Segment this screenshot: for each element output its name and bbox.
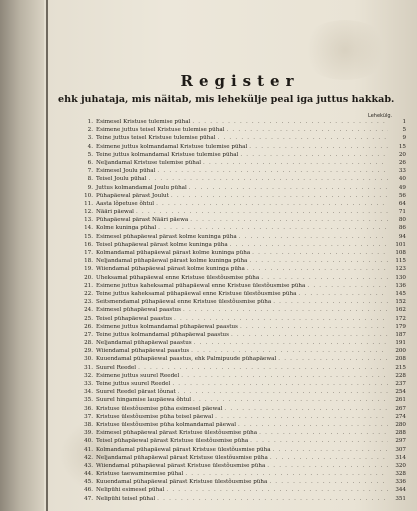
register-entry bbox=[80, 478, 416, 486]
leader-dots bbox=[166, 486, 388, 494]
leader-dots bbox=[267, 462, 388, 470]
entry-number: 28. bbox=[84, 340, 93, 347]
entry-title: Kristuse ülestõusmise püha teisel päewal bbox=[96, 413, 214, 420]
entry-title: Suurel hingamise laupäewa õhtul bbox=[96, 397, 192, 404]
entry-title: Esimesel pühapäewal pärast kolme kuninga püha bbox=[96, 233, 237, 240]
leader-dots bbox=[238, 421, 388, 429]
register-entry bbox=[80, 134, 416, 142]
register-entry bbox=[80, 282, 416, 290]
entry-title: Esimesel pühapäewal paastus bbox=[96, 307, 181, 314]
register-entry bbox=[80, 159, 416, 167]
entry-page-number: 261 bbox=[395, 397, 406, 404]
register-entry bbox=[80, 380, 416, 388]
leader-dots bbox=[157, 167, 388, 175]
entry-page-number: 274 bbox=[395, 413, 406, 420]
entry-title: Neljandamal pühapäewal pärast Kristuse ülestõusmise püha bbox=[96, 454, 268, 461]
entry-title: Nelipühi teisel pühal bbox=[96, 495, 156, 502]
leader-dots bbox=[192, 118, 388, 126]
register-entry bbox=[80, 470, 416, 478]
entry-number: 47. bbox=[84, 495, 93, 502]
entry-number: 2. bbox=[87, 127, 93, 134]
entry-title: Kristuse taewaminemise pühal bbox=[96, 471, 184, 478]
entry-title: Teine juttus suurel Reedel bbox=[96, 381, 171, 387]
gutter-divider bbox=[46, 0, 48, 511]
entry-title: Wiiendamal pühapäewal pärast Kristuse ülestõusmise püha bbox=[96, 462, 266, 469]
register-entry bbox=[80, 143, 416, 151]
leader-dots bbox=[273, 298, 388, 306]
leader-dots bbox=[249, 143, 388, 151]
register-entry bbox=[80, 486, 416, 494]
entry-number: 38. bbox=[84, 421, 93, 428]
leader-dots bbox=[252, 249, 388, 257]
entry-title: Nelipühi esimesel pühal bbox=[96, 487, 165, 494]
leader-dots bbox=[230, 241, 388, 249]
entry-number: 39. bbox=[84, 430, 93, 437]
entry-page-number: 33 bbox=[398, 168, 406, 175]
register-entry bbox=[80, 184, 416, 192]
entry-page-number: 254 bbox=[395, 389, 406, 396]
leader-dots bbox=[224, 405, 388, 413]
leader-dots bbox=[158, 224, 388, 232]
entry-page-number: 71 bbox=[398, 209, 406, 216]
leader-dots bbox=[191, 347, 388, 355]
entry-title: Teisel pühapäewal pärast kolme kuninga püha bbox=[96, 241, 228, 248]
entry-number: 32. bbox=[84, 372, 93, 379]
entry-title: Esimene juttus teisel Kristuse tulemise pühal bbox=[96, 127, 225, 134]
leader-dots bbox=[240, 151, 388, 159]
entry-page-number: 136 bbox=[395, 282, 406, 289]
leader-dots bbox=[307, 282, 388, 290]
entry-title: Teine juttus teisel Kristuse tulemise pühal bbox=[96, 135, 216, 142]
entry-title: Wiiendamal pühapäewal pärast kolme kuninga püha bbox=[96, 266, 245, 273]
leader-dots bbox=[259, 429, 388, 437]
entry-title: Kolmandamal pühapäewal pärast kolme kuninga püha bbox=[96, 250, 251, 256]
entry-number: 34. bbox=[84, 389, 93, 396]
register-entry bbox=[80, 421, 416, 429]
entry-title: Neljandamal Kristuse tulemise pühal bbox=[96, 159, 202, 166]
register-entry bbox=[80, 192, 416, 200]
register-entry bbox=[80, 388, 416, 396]
entry-number: 30. bbox=[84, 356, 93, 363]
entry-number: 16. bbox=[84, 241, 93, 248]
entry-number: 36. bbox=[84, 405, 93, 412]
leader-dots bbox=[138, 364, 388, 372]
leader-dots bbox=[269, 478, 388, 486]
entry-title: Pühapäewal pärast Nääri päewa bbox=[96, 217, 189, 224]
register-entry bbox=[80, 290, 416, 298]
entry-number: 37. bbox=[84, 413, 93, 420]
entry-number: 20. bbox=[84, 274, 93, 281]
entry-number: 10. bbox=[84, 192, 93, 199]
leader-dots bbox=[156, 200, 388, 208]
entry-title: Kristuse ülestõusmise püha esimesel päewal bbox=[96, 405, 223, 412]
entry-title: Teine juttus kolmandamal Kristuse tulemise pühal bbox=[96, 151, 239, 158]
entry-page-number: 49 bbox=[398, 184, 406, 191]
entry-number: 1. bbox=[87, 119, 93, 125]
entry-title: Esimene juttus kolmandamal pühapäewal paastus bbox=[96, 323, 238, 330]
register-entry bbox=[80, 167, 416, 175]
leader-dots bbox=[172, 380, 388, 388]
entry-number: 26. bbox=[84, 323, 93, 330]
entry-title: Neljandamal pühapäewal pärast kolme kuninga püha bbox=[96, 258, 248, 265]
leader-dots bbox=[183, 306, 388, 314]
entry-number: 45. bbox=[84, 479, 93, 486]
leader-dots bbox=[273, 446, 388, 454]
entry-number: 8. bbox=[87, 176, 93, 183]
entry-page-number: 86 bbox=[398, 225, 406, 232]
register-entry bbox=[80, 118, 416, 126]
register-entry bbox=[80, 224, 416, 232]
leader-dots bbox=[171, 192, 388, 200]
entry-page-number: 123 bbox=[395, 266, 406, 273]
entry-number: 6. bbox=[87, 159, 93, 166]
entry-page-number: 15 bbox=[398, 143, 406, 150]
entry-number: 41. bbox=[84, 446, 93, 453]
entry-number: 14. bbox=[84, 225, 93, 232]
register-entry bbox=[80, 413, 416, 421]
register-entry bbox=[80, 454, 416, 462]
leader-dots bbox=[247, 265, 388, 273]
entry-number: 43. bbox=[84, 462, 93, 469]
entry-number: 15. bbox=[84, 233, 93, 240]
leader-dots bbox=[218, 134, 388, 142]
entry-page-number: 351 bbox=[395, 495, 406, 502]
register-entry bbox=[80, 347, 416, 355]
entry-page-number: 56 bbox=[398, 192, 406, 199]
entry-number: 33. bbox=[84, 381, 93, 387]
leader-dots bbox=[298, 290, 388, 298]
register-entry bbox=[80, 249, 416, 257]
leader-dots bbox=[178, 388, 388, 396]
register-entry bbox=[80, 331, 416, 339]
leader-dots bbox=[136, 208, 388, 216]
register-entry bbox=[80, 126, 416, 134]
entry-number: 25. bbox=[84, 315, 93, 322]
leader-dots bbox=[250, 437, 388, 445]
leader-dots bbox=[240, 323, 388, 331]
entry-title: Wiiendamal pühapäewal paastus bbox=[96, 348, 190, 355]
entry-title: Kristuse ülestõusmise püha kolmandamal päewal bbox=[96, 421, 236, 428]
register-entry bbox=[80, 265, 416, 273]
entry-number: 40. bbox=[84, 438, 93, 445]
entry-title: Neljandamal pühapäewal paastus bbox=[96, 340, 192, 347]
entry-page-number: 187 bbox=[395, 331, 406, 338]
entry-number: 29. bbox=[84, 348, 93, 355]
register-entry bbox=[80, 274, 416, 282]
entry-page-number: 336 bbox=[395, 479, 406, 486]
entry-page-number: 20 bbox=[398, 151, 406, 158]
entry-title: Kolme kuninga pühal bbox=[96, 225, 157, 232]
entry-number: 31. bbox=[84, 364, 93, 371]
entry-page-number: 208 bbox=[395, 356, 406, 363]
register-entry bbox=[80, 216, 416, 224]
entry-page-number: 172 bbox=[395, 315, 406, 322]
register-entry bbox=[80, 405, 416, 413]
register-entry bbox=[80, 233, 416, 241]
entry-page-number: 80 bbox=[398, 217, 406, 224]
register-list bbox=[80, 118, 416, 503]
entry-number: 21. bbox=[84, 282, 93, 289]
register-entry bbox=[80, 200, 416, 208]
entry-title: Teisel pühapäewal paastus bbox=[96, 315, 173, 322]
entry-page-number: 307 bbox=[395, 446, 406, 453]
register-entry bbox=[80, 355, 416, 363]
entry-title: Teine juttus kolmandamal pühapäewal paastus bbox=[96, 331, 229, 338]
entry-page-number: 26 bbox=[398, 159, 406, 166]
entry-number: 46. bbox=[84, 487, 93, 494]
register-entry bbox=[80, 241, 416, 249]
entry-number: 4. bbox=[87, 143, 93, 150]
entry-page-number: 237 bbox=[395, 381, 406, 387]
leader-dots bbox=[193, 396, 388, 404]
entry-page-number: 115 bbox=[395, 258, 406, 265]
leader-dots bbox=[215, 413, 388, 421]
leader-dots bbox=[203, 159, 388, 167]
entry-number: 19. bbox=[84, 266, 93, 273]
entry-page-number: 267 bbox=[395, 405, 406, 412]
entry-number: 23. bbox=[84, 299, 93, 306]
entry-page-number: 152 bbox=[395, 299, 406, 306]
entry-title: Teisel Joulu pühal bbox=[96, 176, 147, 183]
register-entry bbox=[80, 175, 416, 183]
register-entry bbox=[80, 257, 416, 265]
entry-page-number: 5 bbox=[402, 127, 406, 134]
entry-page-number: 108 bbox=[395, 250, 406, 256]
leader-dots bbox=[249, 257, 388, 265]
entry-page-number: 1 bbox=[402, 119, 406, 125]
entry-number: 35. bbox=[84, 397, 93, 404]
book-gutter bbox=[0, 0, 44, 511]
entry-title: Esimesel pühapäewal pärast Kristuse ülestõusmise püha bbox=[96, 430, 258, 437]
entry-number: 22. bbox=[84, 290, 93, 297]
leader-dots bbox=[189, 184, 388, 192]
entry-page-number: 320 bbox=[395, 462, 406, 469]
entry-title: Esimesel Joulu pühal bbox=[96, 168, 156, 175]
entry-number: 13. bbox=[84, 217, 93, 224]
entry-title: Kolmandamal pühapäewal pärast Kristuse ülestõusmise püha bbox=[96, 446, 271, 453]
entry-page-number: 130 bbox=[395, 274, 406, 281]
entry-title: Suurel Reedel pärast lõunat bbox=[96, 389, 176, 396]
entry-number: 27. bbox=[84, 331, 93, 338]
entry-page-number: 344 bbox=[395, 487, 406, 494]
register-entry bbox=[80, 315, 416, 323]
leader-dots bbox=[148, 175, 388, 183]
leader-dots bbox=[185, 470, 388, 478]
entry-title: Esimene juttus kaheksamal pühapäewal enne Kristuse ülestõusmise püha bbox=[96, 282, 306, 289]
register-entry bbox=[80, 437, 416, 445]
entry-title: Pühapäewal pärast Joulut bbox=[96, 192, 169, 199]
entry-number: 17. bbox=[84, 250, 93, 256]
entry-number: 12. bbox=[84, 209, 93, 216]
entry-page-number: 314 bbox=[395, 454, 406, 461]
register-entry bbox=[80, 208, 416, 216]
entry-title: Suurel Reedel bbox=[96, 364, 137, 371]
entry-page-number: 145 bbox=[395, 290, 406, 297]
entry-page-number: 297 bbox=[395, 438, 406, 445]
entry-title: Seitsmendamal pühapäewal enne Kristuse ülestõusmise püha bbox=[96, 299, 272, 306]
register-entry bbox=[80, 364, 416, 372]
entry-page-number: 9 bbox=[402, 135, 406, 142]
register-entry bbox=[80, 339, 416, 347]
entry-number: 44. bbox=[84, 471, 93, 478]
entry-number: 11. bbox=[84, 200, 93, 207]
entry-page-number: 228 bbox=[395, 372, 406, 379]
entry-page-number: 64 bbox=[398, 200, 406, 207]
entry-number: 24. bbox=[84, 307, 93, 314]
register-entry bbox=[80, 429, 416, 437]
entry-title: Kuuendamal pühapäewal pärast Kristuse ülestõusmise püha bbox=[96, 479, 268, 486]
entry-page-number: 328 bbox=[395, 471, 406, 478]
entry-page-number: 280 bbox=[395, 421, 406, 428]
entry-page-number: 191 bbox=[395, 340, 406, 347]
register-entry bbox=[80, 298, 416, 306]
entry-page-number: 200 bbox=[395, 348, 406, 355]
register-entry bbox=[80, 462, 416, 470]
page-title: Register bbox=[180, 72, 300, 90]
entry-page-number: 101 bbox=[395, 241, 406, 248]
page-column-header: Lehekülg. bbox=[368, 113, 393, 119]
register-entry bbox=[80, 446, 416, 454]
register-entry bbox=[80, 495, 416, 503]
leader-dots bbox=[278, 355, 388, 363]
leader-dots bbox=[231, 331, 388, 339]
entry-number: 7. bbox=[87, 168, 93, 175]
register-entry bbox=[80, 396, 416, 404]
entry-title: Teisel pühapäewal pärast Kristuse ülestõusmise püha bbox=[96, 438, 249, 445]
entry-title: Teine juttus kaheksamal pühapäewal enne Kristuse ülestõusmise püha bbox=[96, 290, 297, 297]
entry-page-number: 179 bbox=[395, 323, 406, 330]
leader-dots bbox=[181, 372, 388, 380]
entry-page-number: 40 bbox=[398, 176, 406, 183]
paper-stain bbox=[300, 20, 390, 80]
entry-page-number: 162 bbox=[395, 307, 406, 314]
register-entry bbox=[80, 151, 416, 159]
leader-dots bbox=[190, 216, 388, 224]
leader-dots bbox=[194, 339, 388, 347]
entry-page-number: 94 bbox=[398, 233, 406, 240]
entry-title: Uheksamal pühapäewal enne Kristuse ülestõusmise püha bbox=[96, 274, 260, 281]
entry-title: Esimene juttus suurel Reedel bbox=[96, 372, 180, 379]
leader-dots bbox=[174, 315, 388, 323]
entry-title: Aasta lõpetuse õhtul bbox=[96, 200, 155, 207]
entry-number: 42. bbox=[84, 454, 93, 461]
leader-dots bbox=[270, 454, 388, 462]
leader-dots bbox=[226, 126, 388, 134]
leader-dots bbox=[239, 233, 388, 241]
entry-title: Kuuendamal pühapäewal paastus, ehk Palmipuude pühapäewal bbox=[96, 356, 277, 363]
entry-title: Esimesel Kristuse tulemise pühal bbox=[96, 119, 191, 125]
register-entry bbox=[80, 372, 416, 380]
entry-page-number: 215 bbox=[395, 364, 406, 371]
entry-number: 9. bbox=[87, 184, 93, 191]
leader-dots bbox=[261, 274, 388, 282]
entry-title: Esimene juttus kolmandamal Kristuse tulemise pühal bbox=[96, 143, 248, 150]
entry-number: 3. bbox=[87, 135, 93, 142]
page-subtitle: ehk juhataja, mis näitab, mis lehekülje peal iga juttus hakkab. bbox=[58, 94, 395, 105]
entry-number: 18. bbox=[84, 258, 93, 265]
entry-number: 5. bbox=[87, 151, 93, 158]
register-entry bbox=[80, 306, 416, 314]
entry-title: Nääri päewal bbox=[96, 209, 134, 216]
entry-title: Juttus kolmandamal Joulu pühal bbox=[96, 184, 187, 191]
register-entry bbox=[80, 323, 416, 331]
entry-page-number: 288 bbox=[395, 430, 406, 437]
leader-dots bbox=[157, 495, 388, 503]
